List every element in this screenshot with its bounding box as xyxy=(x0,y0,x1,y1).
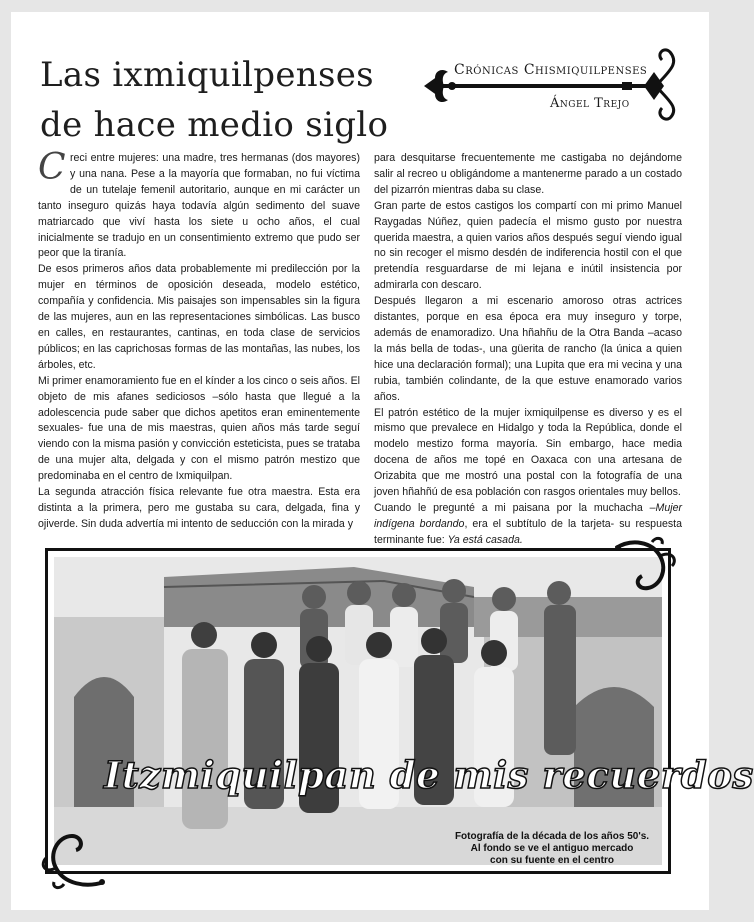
photo-illustration xyxy=(54,557,662,865)
fleur-de-lis-rod-ornament xyxy=(418,42,680,122)
answer-quote: Ya está casada. xyxy=(447,533,523,546)
paragraph-text: Cuando le pregunté a mi paisana por la muchacha – xyxy=(374,501,656,514)
paragraph-text: reci entre mujeres: una madre, tres hermanas (dos mayores) y una nana. Pese a la mayoría que formaban, no fui víctima de un tutelaje femenil autoritario, aunque en mi carácter un tanto inseguro quizás haya todavía algún sedimento del suave matriarcado que viví hasta los siete u ocho años, el cual inicialmente se tradujo en un consentimiento extremo que pudo ser peor que la tiranía. xyxy=(38,152,360,260)
paragraph: De esos primeros años data probablemente mi predilección por la mujer en términos de oposición deseada, modelo estético, compañía y confidencia. Mis paisajes son impensables sin la figura de las mujeres, aun en las representaciones simbólicas. Las busco en calles, en restaurantes, cantinas, en toda clase de servicios públicos; en las caprichosas formas de las montañas, las nubes, los árboles, etc. xyxy=(38,263,360,371)
paragraph: El patrón estético de la mujer ixmiquilpense es diverso y es el mismo que prevalece en Hidalgo y toda la República, donde el modelo mestizo forma mayoría. Sin embargo, hace media docena de años me topé en Oaxaca con una artesana de Orizabita que me mostró una postal con la fotografía de una joven hñahñú de esa población con rasgos orientales muy bellos. xyxy=(374,406,682,499)
swirl-ornament-top-right xyxy=(612,536,682,606)
postcard-subtitle: Mujer indígena bordando xyxy=(374,501,682,530)
paragraph xyxy=(38,147,360,262)
photo-overlay-title: Itzmiquilpan de mis recuerdos xyxy=(104,753,754,797)
paragraph: Mi primer enamoramiento fue en el kínder a los cinco o seis años. El objeto de mis afanes sediciosos –sólo hasta que llegué a la adolescencia pude saber que dichos apetitos eran eminentemente sexuales- fue una de mis maestras, quien años más tarde seguí viendo con la misma pasión y convicción esteticista, pues se trataba de una mujer alta, delgada y con el mismo patrón mestizo que predominaba en el centro de Ixmiquilpan. xyxy=(38,374,360,483)
article-column-right xyxy=(374,151,682,549)
article-title-line-1: Las ixmiquilpenses xyxy=(40,55,374,95)
paragraph-text: , era el subtítulo de la tarjeta- su respuesta terminante fue: xyxy=(374,517,682,546)
article-title-line-2: de hace medio siglo xyxy=(40,105,389,145)
author-name: Ángel Trejo xyxy=(550,96,630,111)
paragraph: Después llegaron a mi escenario amoroso otras actrices distantes, porque en esa época era muy inseguro y torpe, además de enamoradizo. Una hñahñu de la Otra Banda –acaso la más bella de todas-, una güerita de rancho (la única a quien hice una declaración formal); una Lupita que era mi vecina y una rubia, también colindante, de la que estuve enamorado varios años. xyxy=(374,295,682,403)
swirl-ornament-bottom-left xyxy=(38,818,108,890)
article-column-left xyxy=(38,147,360,533)
caption-line: Fotografía de la década de los años 50's. xyxy=(454,831,650,842)
caption-line: Al fondo se ve el antiguo mercado xyxy=(470,843,634,854)
paragraph: para desquitarse frecuentemente me castigaba no dejándome salir al recreo u obligándome a mantenerme parado a un costado del pizarrón mientras daba su clase. xyxy=(374,152,682,196)
paragraph: La segunda atracción física relevante fue otra maestra. Esta era distinta a la primera, pero me gustaba su cara, delgada, fina y ojiverde. Sin duda advertía mi intento de seducción con la mirada y xyxy=(38,486,360,530)
series-name: Crónicas Chismiquilpenses xyxy=(454,62,648,78)
photo-frame xyxy=(45,548,754,874)
drop-cap: C xyxy=(38,147,66,188)
article-title xyxy=(40,50,389,150)
paragraph: Gran parte de estos castigos los compartí con mi primo Manuel Raygadas Núñez, quien padecía el mismo gusto por nuestra querida maestra, a quien varios años después seguí viendo igual no sin recoger el mismo desdén de indiferencia hostil con el que pretendía resguardarse de mi lejana e inútil insistencia por admirarla con descaro. xyxy=(374,199,682,292)
caption-line: con su fuente en el centro xyxy=(490,855,614,866)
group-photograph xyxy=(54,557,754,866)
photo-caption xyxy=(452,831,652,867)
